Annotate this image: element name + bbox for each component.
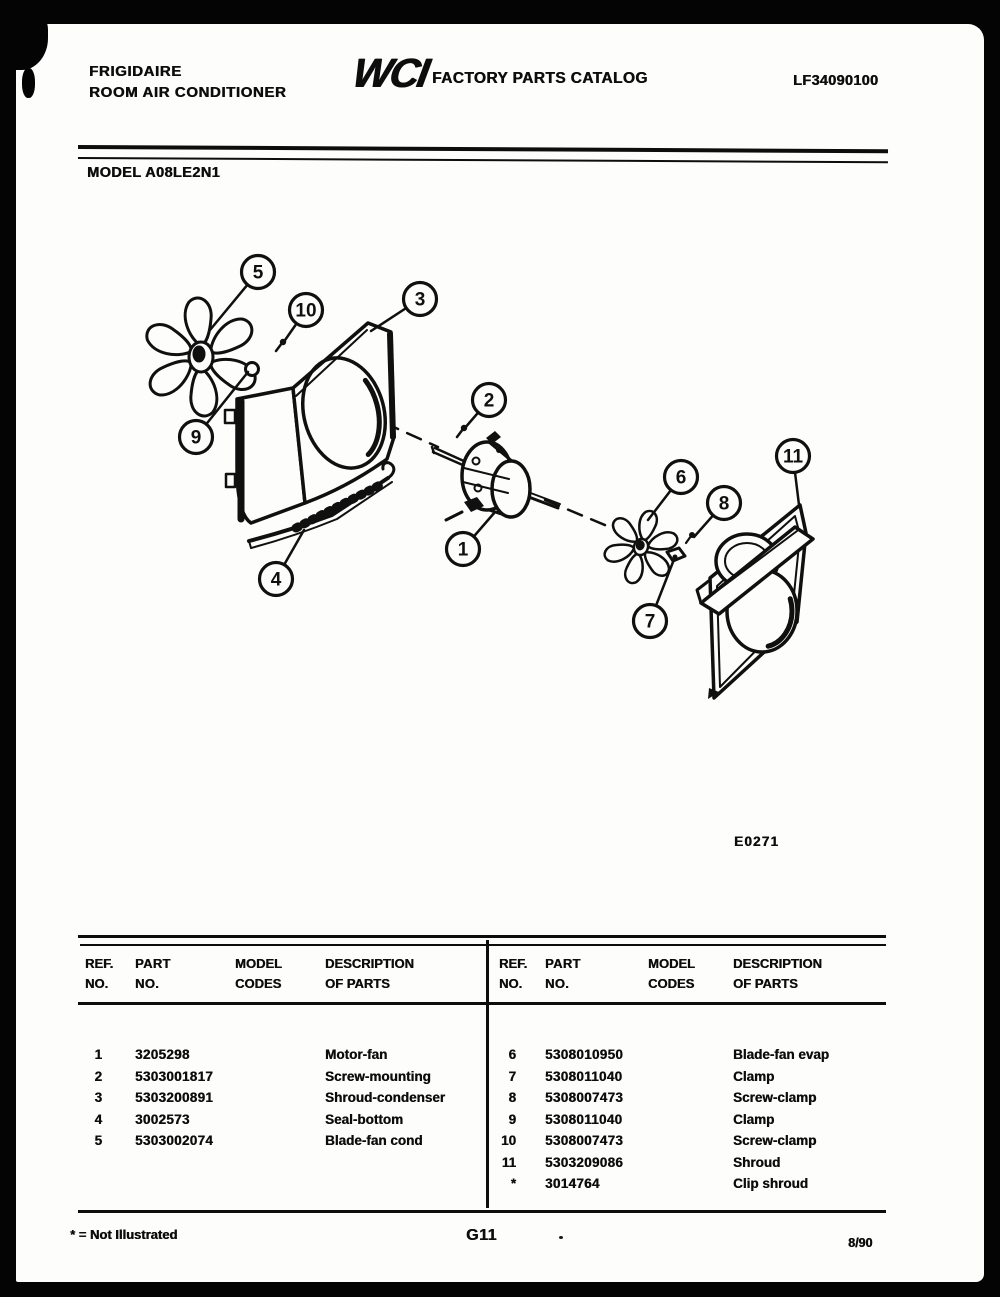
evap-fan-blade-part-6: [593, 499, 688, 594]
figure-code: E0271: [734, 834, 780, 849]
table-row: [78, 1109, 483, 1131]
callout-2: [464, 384, 506, 430]
catalog-title: FACTORY PARTS CATALOG: [432, 70, 648, 87]
cell-ref: *: [510, 1176, 516, 1191]
svg-text:4: 4: [270, 569, 282, 591]
svg-text:10: 10: [295, 300, 317, 322]
table-top-rule: [80, 944, 886, 946]
cell-ref: 8: [508, 1090, 516, 1105]
table-row: [489, 1130, 883, 1152]
cell-ref: 10: [500, 1133, 516, 1148]
table-row: [489, 1173, 883, 1195]
header-ref-no: REF. NO.: [499, 956, 528, 991]
cell-ref: 4: [94, 1111, 102, 1127]
cell-desc: Clamp: [733, 1068, 775, 1084]
header-model-codes: MODEL CODES: [235, 956, 282, 991]
cell-part: 3014764: [545, 1176, 600, 1191]
table-row: [489, 1109, 883, 1131]
cell-model: [648, 1152, 733, 1174]
callout-8: [694, 487, 741, 538]
cell-part: 5308007473: [545, 1090, 624, 1105]
issue-date: 8/90: [848, 1236, 873, 1250]
cell-part: 5303002074: [135, 1133, 214, 1148]
cell-part: 3002573: [135, 1111, 190, 1127]
cell-desc: Clip shroud: [733, 1176, 808, 1191]
callout-6: [648, 461, 698, 521]
cell-ref: 3: [94, 1090, 102, 1105]
table-row: [78, 1130, 483, 1152]
svg-text:7: 7: [644, 611, 656, 633]
cell-model: [648, 1173, 733, 1195]
table-body-right: [489, 1044, 883, 1195]
cell-part: 5303001817: [135, 1068, 214, 1084]
cell-ref: 9: [508, 1111, 516, 1127]
callout-1: [447, 512, 496, 566]
clamp-part-7: [667, 548, 685, 561]
evap-shroud-part-11: [697, 505, 813, 699]
table-header-row: [489, 954, 883, 994]
cell-desc: Clamp: [733, 1111, 775, 1127]
cell-model: [235, 1109, 325, 1131]
table-row: [78, 1044, 483, 1066]
parts-table: [78, 935, 886, 1213]
header-part-no: PART NO.: [135, 956, 171, 991]
cell-model: [235, 1087, 325, 1109]
cell-desc: Shroud-condenser: [325, 1090, 446, 1105]
model-number: MODEL A08LE2N1: [87, 165, 220, 181]
catalog-page: [16, 24, 984, 1282]
header-part-no: PART NO.: [545, 956, 581, 991]
cell-model: [648, 1109, 733, 1131]
cell-desc: Screw-clamp: [733, 1090, 817, 1105]
cell-model: [235, 1044, 325, 1066]
cell-ref: 11: [501, 1154, 516, 1170]
cell-desc: Screw-clamp: [733, 1133, 817, 1148]
parts-table-right: [489, 948, 883, 1195]
cell-desc: Shroud: [733, 1154, 781, 1170]
cell-ref: 1: [94, 1047, 102, 1062]
cell-model: [235, 1130, 325, 1152]
scan-artifact: [559, 1236, 563, 1239]
cell-model: [648, 1044, 733, 1066]
svg-text:3: 3: [414, 289, 426, 311]
cell-part: 5308011040: [545, 1068, 623, 1084]
cell-desc: Motor-fan: [325, 1047, 388, 1062]
cell-desc: Blade-fan cond: [325, 1133, 423, 1148]
callout-10: [283, 294, 323, 344]
publication-number: LF34090100: [793, 73, 879, 89]
cell-desc: Seal-bottom: [325, 1111, 404, 1127]
wci-logo: WCI: [349, 50, 431, 96]
table-row: [489, 1087, 883, 1109]
cell-ref: 2: [94, 1068, 102, 1084]
table-row: [78, 1066, 483, 1088]
cell-part: 5308011040: [545, 1111, 623, 1127]
not-illustrated-note: * = Not Illustrated: [70, 1227, 178, 1242]
brand-name: FRIGIDAIRE: [89, 63, 182, 80]
cell-desc: Blade-fan evap: [733, 1047, 830, 1062]
svg-text:8: 8: [718, 493, 730, 515]
callout-11: [777, 440, 810, 506]
table-row: [489, 1152, 883, 1174]
table-row: [78, 1087, 483, 1109]
svg-text:5: 5: [252, 262, 264, 284]
table-body-left: [78, 1044, 483, 1152]
cell-desc: Screw-mounting: [325, 1068, 431, 1084]
cell-part: 5303200891: [135, 1090, 214, 1105]
svg-text:11: 11: [782, 446, 804, 468]
product-line: ROOM AIR CONDITIONER: [89, 84, 287, 101]
cell-part: 5308007473: [545, 1133, 624, 1148]
header-model-codes: MODEL CODES: [648, 956, 695, 991]
page-number: G11: [466, 1227, 497, 1244]
parts-table-left: [78, 948, 483, 1152]
cell-model: [235, 1066, 325, 1088]
fan-motor-part-1: [432, 431, 560, 520]
svg-text:6: 6: [675, 467, 687, 489]
table-row: [489, 1066, 883, 1088]
svg-text:2: 2: [483, 390, 495, 412]
cell-ref: 5: [94, 1133, 102, 1148]
cell-model: [648, 1066, 733, 1088]
cell-ref: 7: [508, 1068, 516, 1084]
cell-part: 3205298: [135, 1047, 190, 1062]
cell-part: 5303209086: [545, 1154, 624, 1170]
svg-text:9: 9: [190, 427, 202, 449]
svg-text:1: 1: [457, 539, 469, 561]
cell-ref: 6: [508, 1047, 516, 1062]
cell-model: [648, 1130, 733, 1152]
cell-model: [648, 1087, 733, 1109]
cell-part: 5308010950: [545, 1047, 624, 1062]
table-header-row: [78, 954, 483, 994]
header-ref-no: REF. NO.: [85, 956, 114, 991]
header-description: DESCRIPTION OF PARTS: [325, 956, 414, 991]
header-description: DESCRIPTION OF PARTS: [733, 956, 822, 991]
table-row: [489, 1044, 883, 1066]
callout-3: [371, 283, 437, 332]
